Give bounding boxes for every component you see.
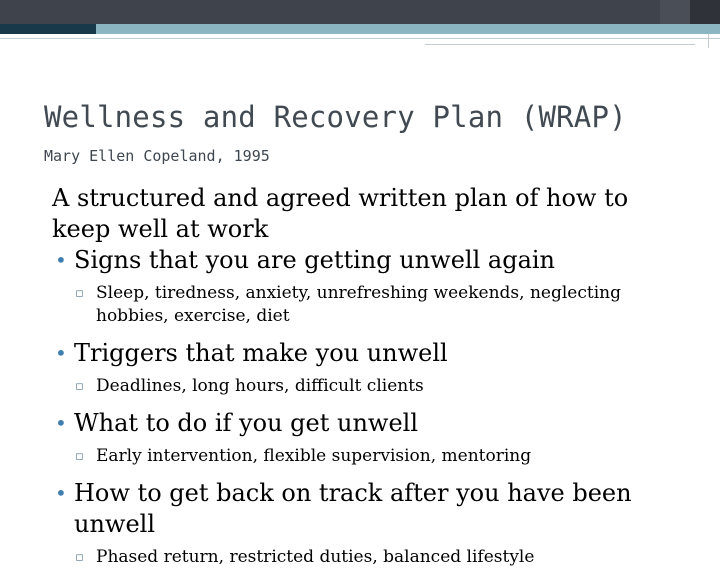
bullet-marker: • — [55, 341, 67, 365]
sub-bullet-item — [52, 546, 656, 569]
sub-bullet-marker: ▫ — [75, 449, 84, 464]
bullet-text: Signs that you are getting unwell again — [74, 246, 556, 274]
sub-bullet-text: Phased return, restricted duties, balanced lifestyle — [96, 547, 535, 567]
intro-paragraph: A structured and agreed written plan of how to keep well at work — [52, 184, 629, 243]
bullet-text: What to do if you get unwell — [74, 409, 419, 437]
divider-line-short — [425, 44, 695, 45]
bullet-marker: • — [55, 481, 67, 505]
accent-bar — [0, 24, 720, 34]
sub-bullet-item — [52, 282, 656, 328]
sub-bullet-text: Deadlines, long hours, difficult clients — [96, 376, 424, 396]
bullet-item — [52, 338, 692, 369]
slide-body — [52, 183, 692, 569]
header-band — [0, 0, 720, 24]
header-block — [0, 0, 660, 24]
bullet-text: Triggers that make you unwell — [74, 339, 448, 367]
bullet-text: How to get back on track after you have been unwell — [74, 479, 632, 538]
sub-bullet-item — [52, 445, 656, 468]
sub-bullet-item — [52, 375, 656, 398]
sub-bullet-text: Sleep, tiredness, anxiety, unrefreshing weekends, neglecting hobbies, exercise, diet — [96, 283, 621, 326]
bullet-item — [52, 245, 692, 276]
bullet-marker: • — [55, 411, 67, 435]
sub-bullet-marker: ▫ — [75, 379, 84, 394]
slide-subtitle: Mary Ellen Copeland, 1995 — [44, 147, 270, 165]
bullet-item — [52, 408, 692, 439]
sub-bullet-marker: ▫ — [75, 550, 84, 565]
header-corner-block — [690, 0, 720, 24]
sub-bullet-marker: ▫ — [75, 286, 84, 301]
divider-line-vertical — [708, 34, 709, 48]
slide-title: Wellness and Recovery Plan (WRAP) — [44, 100, 627, 134]
bullet-marker: • — [55, 248, 67, 272]
divider-line — [0, 38, 720, 39]
sub-bullet-text: Early intervention, flexible supervision, mentoring — [96, 446, 532, 466]
accent-tab — [0, 24, 96, 34]
bullet-item — [52, 478, 692, 540]
